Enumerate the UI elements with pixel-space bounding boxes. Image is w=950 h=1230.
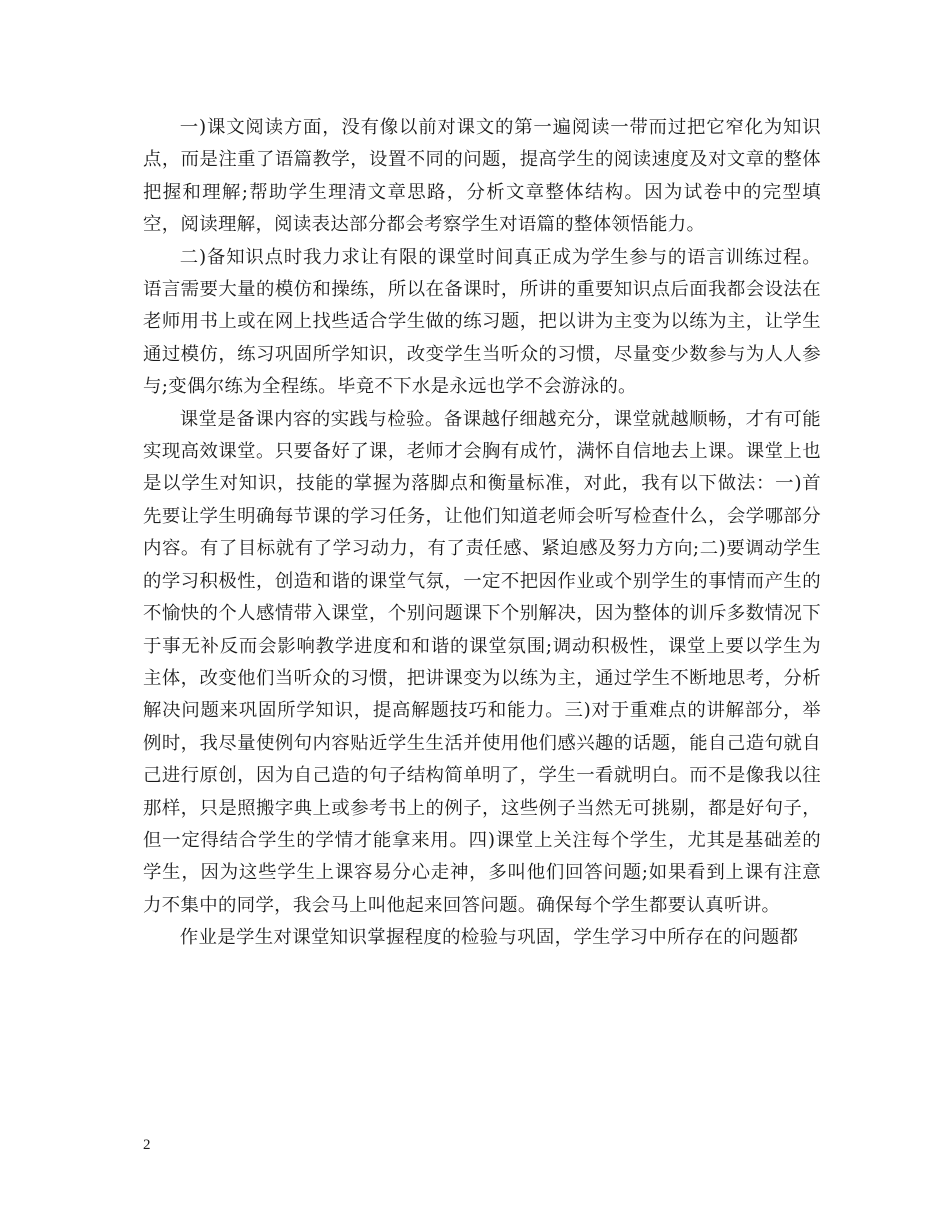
paragraph-classroom: 课堂是备课内容的实践与检验。备课越仔细越充分，课堂就越顺畅，才有可能实现高效课堂。只要备好了课，老师才会胸有成竹，满怀自信地去上课。课堂上也是以学生对知识，技能的掌握为落脚点和衡量标准，对此，我有以下做法：一)首先要让学生明确每节课的学习任务，让他们知道老师会听写检查什么，会学哪部分内容。有了目标就有了学习动力，有了责任感、紧迫感及努力方向;二)要调动学生的学习积极性，创造和谐的课堂气氛，一定不把因作业或个别学生的事情而产生的不愉快的个人感情带入课堂，个别问题课下个别解决，因为整体的训斥多数情况下于事无补反而会影响教学进度和和谐的课堂氛围;调动积极性，课堂上要以学生为主体，改变他们当听众的习惯，把讲课变为以练为主，通过学生不断地思考，分析解决问题来巩固所学知识，提高解题技巧和能力。三)对于重难点的讲解部分，举例时，我尽量使例句内容贴近学生生活并使用他们感兴趣的话题，能自己造句就自己进行原创，因为自己造的句子结构简单明了，学生一看就明白。而不是像我以往那样，只是照搬字典上或参考书上的例子，这些例子当然无可挑剔，都是好句子，但一定得结合学生的学情才能拿来用。四)课堂上关注每个学生，尤其是基础差的学生，因为这些学生上课容易分心走神，多叫他们回答问题;如果看到上课有注意力不集中的同学，我会马上叫他起来回答问题。确保每个学生都要认真听讲。 (143, 408, 821, 916)
paragraph-reading: 一)课文阅读方面，没有像以前对课文的第一遍阅读一带而过把它窄化为知识点，而是注重了语篇教学，设置不同的问题，提高学生的阅读速度及对文章的整体把握和理解;帮助学生理清文章思路，分析文章整体结构。因为试卷中的完型填空，阅读理解，阅读表达部分都会考察学生对语篇的整体领悟能力。 (143, 117, 821, 236)
page-number: 2 (143, 1137, 151, 1153)
paragraph-homework: 作业是学生对课堂知识掌握程度的检验与巩固，学生学习中所存在的问题都 (179, 927, 799, 949)
paragraph-knowledge-points: 二)备知识点时我力求让有限的课堂时间真正成为学生参与的语言训练过程。语言需要大量的模仿和操练，所以在备课时，所讲的重要知识点后面我都会设法在老师用书上或在网上找些适合学生做的练习题，把以讲为主变为以练为主，让学生通过模仿，练习巩固所学知识，改变学生当听众的习惯，尽量变少数参与为人人参与;变偶尔练为全程练。毕竟不下水是永远也学不会游泳的。 (143, 246, 821, 398)
document-body (143, 112, 821, 955)
